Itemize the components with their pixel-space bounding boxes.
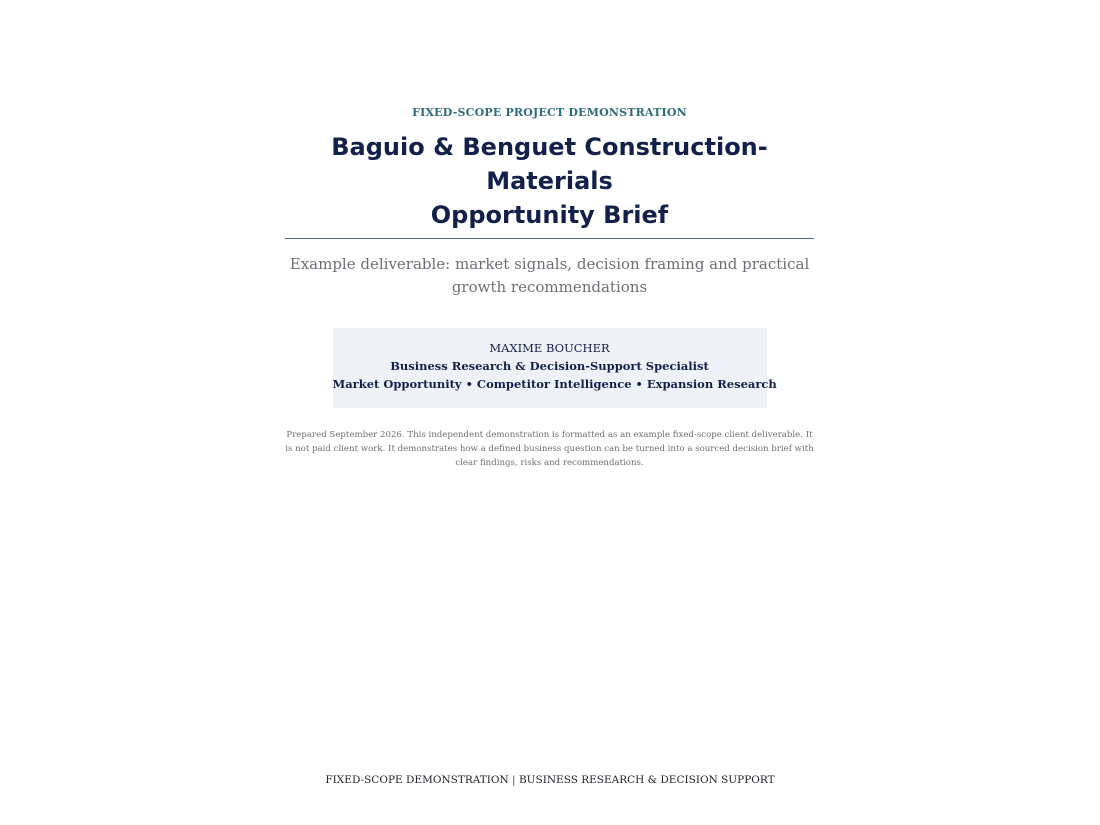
page-footer <box>0 772 1100 788</box>
document-kicker: FIXED-SCOPE PROJECT DEMONSTRATION <box>412 106 687 119</box>
document-title-line-2: Opportunity Brief <box>430 201 669 229</box>
cover-content <box>285 106 814 470</box>
footer-separator: | <box>512 774 516 786</box>
preparation-note: Prepared September 2026. This independent demonstration is formatted as an example fixed-scope client deliverable. It is not paid client work. It demonstrates how a defined business question can be turned into a sourced decision brief with clear findings, risks and recommendations. <box>285 430 814 468</box>
author-role: Business Research & Decision-Support Specialist <box>390 359 709 373</box>
document-title <box>285 130 814 239</box>
author-focus-areas: Market Opportunity • Competitor Intelligence • Expansion Research <box>332 377 777 391</box>
document-title-line-1: Baguio & Benguet Construction-Materials <box>331 133 768 195</box>
footer-left-text: FIXED-SCOPE DEMONSTRATION <box>325 774 509 786</box>
document-subtitle: Example deliverable: market signals, decision framing and practical growth recommendations <box>289 255 810 296</box>
author-name: MAXIME BOUCHER <box>489 341 610 355</box>
author-card <box>332 328 777 408</box>
footer-right-text: BUSINESS RESEARCH & DECISION SUPPORT <box>518 774 775 786</box>
